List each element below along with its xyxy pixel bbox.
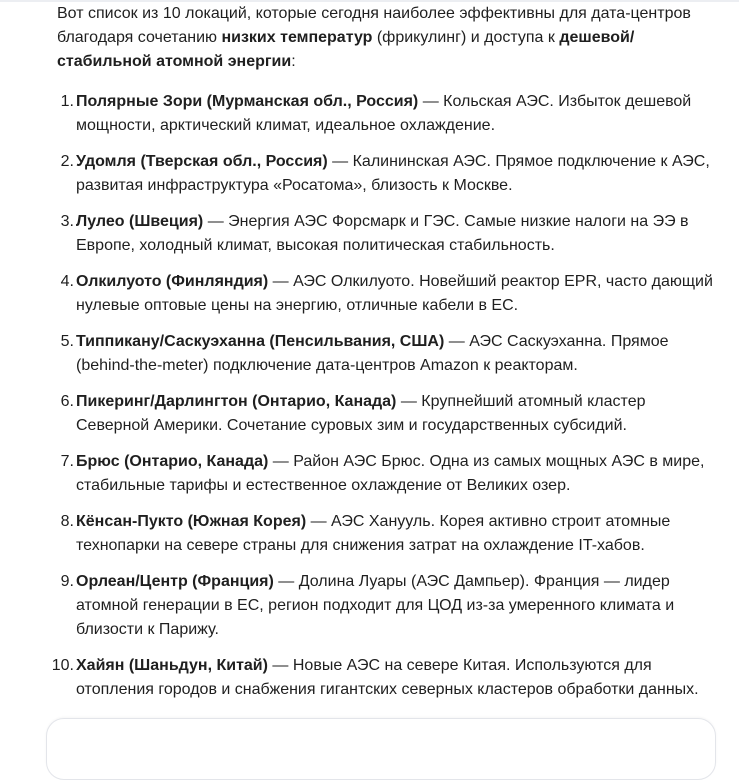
locations-list	[51, 90, 717, 702]
list-item-description: — АЭС Саскуэханна. Прямое (behind-the-meter) подключение дата-центров Amazon к реакторам.	[76, 333, 669, 374]
intro-paragraph	[57, 2, 717, 74]
list-item-location: Лулео (Швеция)	[76, 213, 204, 230]
list-item-number: 9.	[60, 573, 74, 590]
list-item-description: — Долина Луары (АЭС Дампьер). Франция — лидер атомной генерации в ЕС, регион подходит для ЦОД из-за умеренного климата и близости к Парижу.	[76, 573, 675, 638]
list-item	[57, 270, 717, 318]
list-item	[57, 210, 717, 258]
list-item	[57, 450, 717, 498]
list-item-description: — Новые АЭС на севере Китая. Используются для отопления городов и снабжения гигантских северных кластеров обработки данных.	[76, 657, 699, 698]
list-item-number: 8.	[60, 513, 74, 530]
list-item-location: Полярные Зори (Мурманская обл., Россия)	[76, 93, 419, 110]
list-item-location: Брюс (Онтарио, Канада)	[76, 453, 269, 470]
message-composer[interactable]	[46, 718, 716, 780]
list-item-description: — Район АЭС Брюс. Одна из самых мощных АЭС в мире, стабильные тарифы и естественное охлаждение от Великих озер.	[76, 453, 705, 494]
list-item-location: Орлеан/Центр (Франция)	[76, 573, 274, 590]
list-item-location: Хайян (Шаньдун, Китай)	[76, 657, 268, 674]
list-item-number: 3.	[60, 213, 74, 230]
list-item-number: 6.	[60, 393, 74, 410]
list-item-description: — АЭС Ханууль. Корея активно строит атомные технопарки на севере страны для снижения затрат на охлаждение IT-хабов.	[76, 513, 671, 554]
list-item-description: — Энергия АЭС Форсмарк и ГЭС. Самые низкие налоги на ЭЭ в Европе, холодный климат, высокая политическая стабильность.	[76, 213, 689, 254]
list-item-location: Пикеринг/Дарлингтон (Онтарио, Канада)	[76, 393, 397, 410]
assistant-message	[51, 2, 717, 714]
list-item-number: 7.	[60, 453, 74, 470]
list-item-location: Удомля (Тверская обл., Россия)	[76, 153, 328, 170]
list-item	[57, 150, 717, 198]
list-item-number: 4.	[60, 273, 74, 290]
intro-text-1: Вот список из 10 локаций, которые сегодня наиболее эффективны для дата-центров благодаря сочетанию	[57, 5, 691, 46]
list-item-number: 2.	[60, 153, 74, 170]
list-item	[51, 654, 717, 702]
list-item-description: — АЭС Олкилуото. Новейший реактор EPR, часто дающий нулевые оптовые цены на энергию, отличные кабели в ЕС.	[76, 273, 713, 314]
intro-bold-low-temperatures: низких температур	[221, 29, 373, 46]
list-item	[57, 90, 717, 138]
list-item	[57, 570, 717, 642]
list-item-number: 1.	[60, 93, 74, 110]
list-item	[57, 510, 717, 558]
list-item-location: Кёнсан-Пукто (Южная Корея)	[76, 513, 307, 530]
intro-text-2: (фрикулинг) и доступа к	[372, 29, 560, 46]
list-item-description: — Калининская АЭС. Прямое подключение к АЭС, развитая инфраструктура «Росатома», близость к Москве.	[76, 153, 710, 194]
list-item-description: — Крупнейший атомный кластер Северной Америки. Сочетание суровых зим и государственных субсидий.	[76, 393, 646, 434]
intro-bold-cheap-nuclear-energy: дешевой/ стабильной атомной энергии	[57, 29, 635, 70]
list-item	[57, 390, 717, 438]
list-item-description: — Кольская АЭС. Избыток дешевой мощности, арктический климат, идеальное охлаждение.	[76, 93, 692, 134]
list-item-location: Типпикану/Саскуэханна (Пенсильвания, США)	[76, 333, 445, 350]
list-item	[57, 330, 717, 378]
intro-text-3: :	[291, 53, 296, 70]
list-item-number: 10.	[51, 657, 74, 674]
list-item-number: 5.	[60, 333, 74, 350]
list-item-location: Олкилуото (Финляндия)	[76, 273, 269, 290]
